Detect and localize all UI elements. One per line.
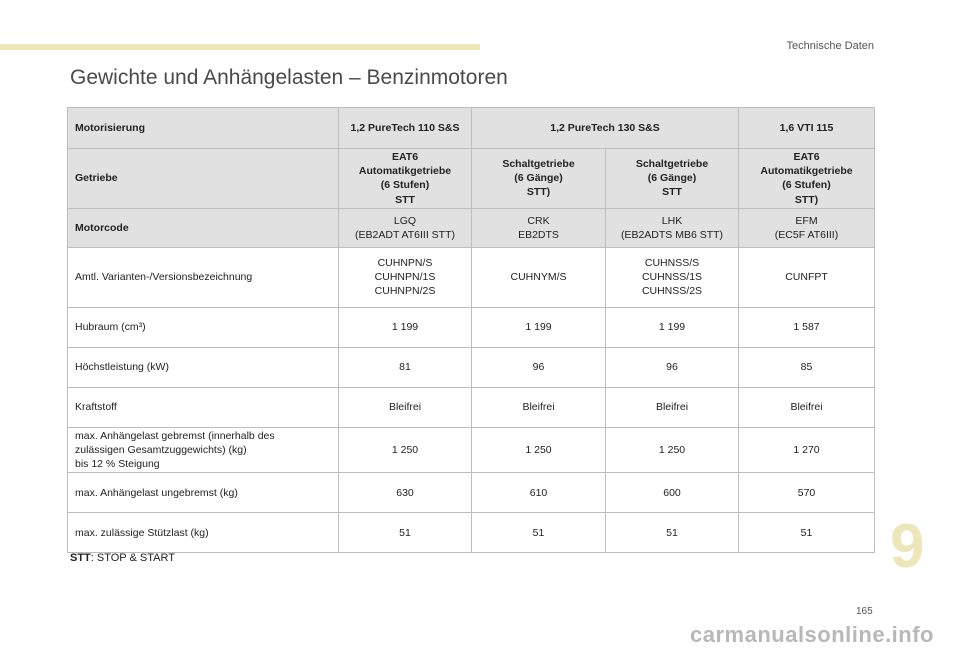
table-cell: 570 — [739, 473, 875, 513]
table-cell: CRK EB2DTS — [472, 208, 606, 247]
chapter-number: 9 — [890, 512, 925, 581]
footnote-text: : STOP & START — [90, 552, 175, 564]
header-engine-vti115: 1,6 VTI 115 — [739, 108, 875, 149]
watermark: carmanualsonline.info — [690, 622, 934, 647]
table-row — [68, 347, 875, 387]
table-row-getriebe — [68, 149, 875, 209]
table-cell: LGQ (EB2ADT AT6III STT) — [339, 208, 472, 247]
table-row — [68, 247, 875, 307]
table-cell: 1 250 — [606, 427, 739, 473]
row-label: Kraftstoff — [68, 387, 339, 427]
table-cell: 81 — [339, 347, 472, 387]
table-row — [68, 513, 875, 553]
table-cell: 51 — [606, 513, 739, 553]
table-cell: LHK (EB2ADTS MB6 STT) — [606, 208, 739, 247]
table-cell: 96 — [472, 347, 606, 387]
table-cell: 1 270 — [739, 427, 875, 473]
row-label: Motorcode — [68, 208, 339, 247]
table-cell: 51 — [339, 513, 472, 553]
table-cell: Schaltgetriebe (6 Gänge) STT — [606, 149, 739, 209]
table-cell: 51 — [739, 513, 875, 553]
table-cell: 1 250 — [339, 427, 472, 473]
table-cell: 600 — [606, 473, 739, 513]
table-row — [68, 473, 875, 513]
table-cell: 51 — [472, 513, 606, 553]
table-header-row — [68, 108, 875, 149]
table-row — [68, 387, 875, 427]
table-cell: 630 — [339, 473, 472, 513]
table-cell: Bleifrei — [606, 387, 739, 427]
row-label: Getriebe — [68, 149, 339, 209]
table-cell: EAT6 Automatikgetriebe (6 Stufen) STT — [339, 149, 472, 209]
section-label: Technische Daten — [786, 40, 874, 52]
table-cell: Bleifrei — [472, 387, 606, 427]
footnote — [70, 552, 175, 564]
table-cell: 1 199 — [472, 307, 606, 347]
table-row — [68, 427, 875, 473]
row-label: Hubraum (cm³) — [68, 307, 339, 347]
table-cell: Bleifrei — [339, 387, 472, 427]
table-row-motorcode — [68, 208, 875, 247]
table-row — [68, 307, 875, 347]
header-engine-130: 1,2 PureTech 130 S&S — [472, 108, 739, 149]
row-label: max. zulässige Stützlast (kg) — [68, 513, 339, 553]
table-cell: CUHNSS/S CUHNSS/1S CUHNSS/2S — [606, 247, 739, 307]
footnote-term: STT — [70, 552, 91, 564]
table-cell: 1 199 — [339, 307, 472, 347]
table-cell: 96 — [606, 347, 739, 387]
row-label: Amtl. Varianten-/Versionsbezeichnung — [68, 247, 339, 307]
page-number: 165 — [856, 606, 873, 617]
page-title: Gewichte und Anhängelasten – Benzinmotoren — [70, 66, 508, 89]
table-cell: 610 — [472, 473, 606, 513]
table-cell: CUHNPN/S CUHNPN/1S CUHNPN/2S — [339, 247, 472, 307]
top-accent-bar — [0, 44, 480, 50]
table-cell: CUNFPT — [739, 247, 875, 307]
table-cell: EAT6 Automatikgetriebe (6 Stufen) STT) — [739, 149, 875, 209]
table-cell: 1 587 — [739, 307, 875, 347]
table-cell: Schaltgetriebe (6 Gänge) STT) — [472, 149, 606, 209]
table-cell: 1 250 — [472, 427, 606, 473]
table-cell: CUHNYM/S — [472, 247, 606, 307]
table-cell: EFM (EC5F AT6III) — [739, 208, 875, 247]
row-label: Höchstleistung (kW) — [68, 347, 339, 387]
table-cell: Bleifrei — [739, 387, 875, 427]
header-engine-110: 1,2 PureTech 110 S&S — [339, 108, 472, 149]
specs-table — [67, 107, 875, 553]
header-label-motorisierung: Motorisierung — [68, 108, 339, 149]
table-cell: 1 199 — [606, 307, 739, 347]
row-label: max. Anhängelast gebremst (innerhalb des zulässigen Gesamtzuggewichts) (kg) bis 12 % Steigung — [68, 427, 339, 473]
table-cell: 85 — [739, 347, 875, 387]
row-label: max. Anhängelast ungebremst (kg) — [68, 473, 339, 513]
